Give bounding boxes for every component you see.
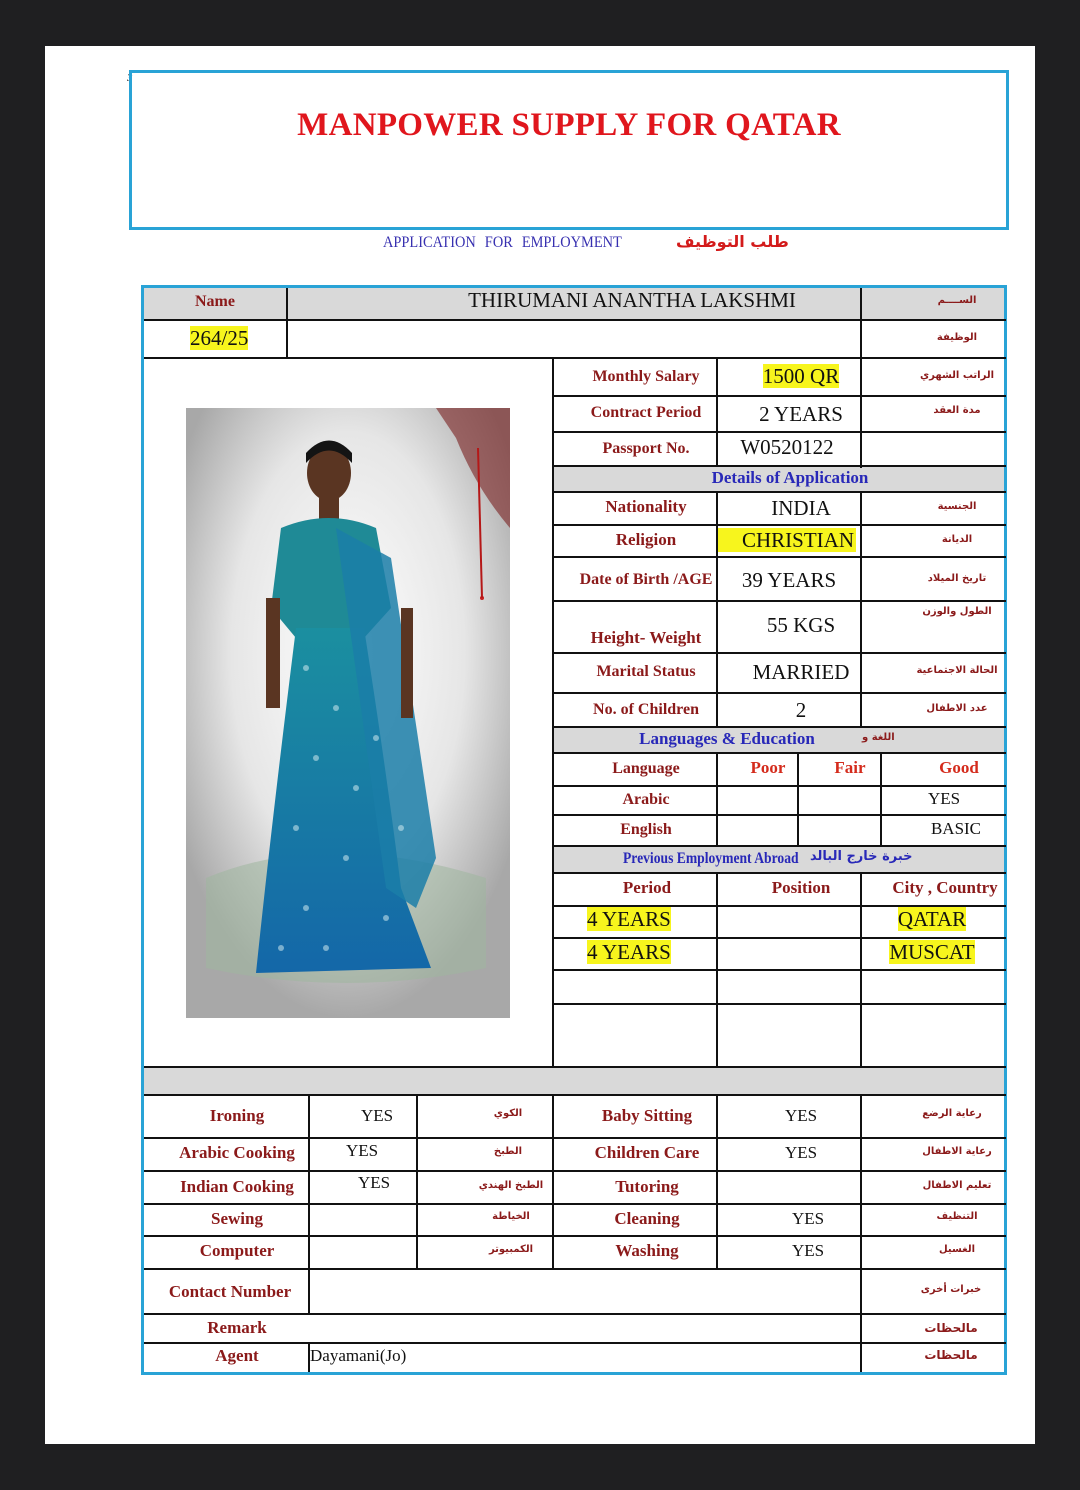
- cleaning-value: YES: [791, 1209, 825, 1228]
- children-care-label-ar: رعاية الاطفال: [922, 1146, 992, 1157]
- children-label: No. of Children: [593, 701, 699, 718]
- contract-period-label: Contract Period: [590, 404, 702, 421]
- height-weight-label: Height- Weight: [590, 628, 702, 647]
- languages-header: Languages & Education: [639, 729, 815, 748]
- employment-period-2: [587, 940, 671, 965]
- employment-header: [623, 850, 830, 868]
- arabic-good-value: YES: [927, 789, 961, 808]
- children-value: 2: [795, 698, 807, 722]
- marital-status-value: MARRIED: [752, 660, 850, 684]
- indian-cooking-label-ar: الطبخ الهندي: [478, 1180, 544, 1191]
- height-weight-value: 55 KGS: [766, 613, 836, 637]
- name-label: Name: [195, 293, 235, 310]
- title-box: [129, 70, 1009, 230]
- dob-age-value: 39 YEARS: [741, 568, 837, 592]
- monthly-salary-label: Monthly Salary: [592, 368, 700, 385]
- agent-label: Agent: [215, 1346, 259, 1365]
- baby-sitting-value: YES: [784, 1106, 818, 1125]
- contract-period-value: 2 YEARS: [759, 402, 843, 426]
- document-title: MANPOWER SUPPLY FOR QATAR: [297, 107, 841, 143]
- monthly-salary-value: [718, 364, 884, 389]
- english-language-label: English: [620, 821, 672, 838]
- employment-period-2-text: 4 YEARS: [587, 940, 671, 964]
- nationality-label-ar: الجنسية: [937, 501, 977, 512]
- contact-label-ar: خبرات أخرى: [920, 1284, 982, 1295]
- ironing-label-ar: الكوي: [493, 1108, 523, 1119]
- agent-label-ar: مالحظات: [924, 1348, 978, 1362]
- baby-sitting-label: Baby Sitting: [601, 1106, 693, 1125]
- baby-sitting-label-ar: رعاية الرضع: [922, 1108, 982, 1119]
- sewing-label: Sewing: [211, 1209, 263, 1228]
- marital-status-label-ar: الحالة الاجتماعية: [916, 665, 998, 676]
- position-column-header: Position: [771, 878, 831, 897]
- religion-label-ar: الديانة: [941, 534, 973, 545]
- washing-value: YES: [791, 1241, 825, 1260]
- cleaning-label: Cleaning: [614, 1209, 680, 1228]
- height-weight-label-ar: الطول والوزن: [922, 606, 992, 617]
- remark-label-ar: مالحظات: [924, 1321, 978, 1335]
- computer-label: Computer: [199, 1241, 275, 1260]
- fair-column-header: Fair: [834, 758, 866, 777]
- candidate-photo-illustration: [186, 408, 510, 1018]
- period-column-header: Period: [622, 878, 672, 897]
- religion-label: Religion: [615, 530, 677, 549]
- employment-header-ar: خبرة خارج البالد: [810, 849, 913, 864]
- tutoring-label: Tutoring: [615, 1177, 679, 1196]
- religion-value-text: CHRISTIAN: [718, 528, 856, 552]
- children-care-value: YES: [784, 1143, 818, 1162]
- contract-period-label-ar: مدة العقد: [933, 405, 981, 416]
- ironing-label: Ironing: [209, 1106, 265, 1125]
- document-subtitle-ar: طلب التوظيف: [676, 232, 789, 251]
- remark-label: Remark: [207, 1318, 267, 1337]
- monthly-salary-label-ar: الراتب الشهري: [920, 370, 994, 381]
- arabic-cooking-label-ar: الطبخ: [493, 1146, 523, 1157]
- marital-status-label: Marital Status: [596, 663, 696, 680]
- city-country-column-header: City , Country: [892, 878, 998, 897]
- details-header: Details of Application: [711, 468, 869, 487]
- employment-header-text: Previous Employment Abroad: [623, 850, 799, 867]
- contact-number-label: Contact Number: [168, 1282, 292, 1301]
- employment-city-2-text: MUSCAT: [889, 940, 975, 964]
- good-column-header: Good: [939, 758, 979, 777]
- document-subtitle: APPLICATION FOR EMPLOYMENT: [383, 234, 622, 251]
- arabic-cooking-value: YES: [345, 1141, 379, 1160]
- religion-value: [718, 528, 860, 553]
- passport-label: Passport No.: [602, 440, 690, 457]
- nationality-label: Nationality: [605, 497, 687, 516]
- computer-label-ar: الكمبيوتر: [488, 1244, 534, 1255]
- passport-value: W0520122: [740, 435, 834, 459]
- arabic-language-label: Arabic: [622, 791, 670, 808]
- sewing-label-ar: الخياطة: [492, 1211, 530, 1222]
- languages-header-ar: اللغة و: [862, 732, 895, 743]
- arabic-cooking-label: Arabic Cooking: [179, 1143, 295, 1162]
- washing-label: Washing: [615, 1241, 679, 1260]
- indian-cooking-value: YES: [357, 1173, 391, 1192]
- reference-number: [190, 326, 248, 351]
- children-care-label: Children Care: [594, 1143, 700, 1162]
- english-good-value: BASIC: [930, 819, 982, 838]
- indian-cooking-label: Indian Cooking: [180, 1177, 294, 1196]
- employment-period-1: [587, 907, 671, 932]
- language-column-header: Language: [612, 760, 680, 777]
- candidate-photo: [186, 408, 510, 1018]
- dob-age-label: Date of Birth /AGE: [579, 571, 713, 588]
- reference-number-text: 264/25: [190, 326, 249, 350]
- monthly-salary-value-text: 1500 QR: [762, 364, 840, 388]
- page-marker: 3: [127, 72, 133, 84]
- employment-city-1: [862, 907, 1002, 932]
- employment-city-1-text: QATAR: [897, 907, 967, 931]
- cleaning-label-ar: التنظيف: [936, 1211, 978, 1222]
- poor-column-header: Poor: [750, 758, 786, 777]
- employment-city-2: [862, 940, 1002, 965]
- name-label-ar: الســــم: [937, 295, 977, 306]
- nationality-value: INDIA: [771, 496, 831, 520]
- candidate-name: THIRUMANI ANANTHA LAKSHMI: [468, 288, 796, 312]
- employment-period-1-text: 4 YEARS: [587, 907, 671, 931]
- agent-value: Dayamani(Jo): [310, 1346, 407, 1365]
- tutoring-label-ar: تعليم الاطفال: [922, 1180, 992, 1191]
- washing-label-ar: الغسيل: [938, 1244, 975, 1255]
- children-label-ar: عدد الاطفال: [926, 703, 988, 714]
- dob-label-ar: تاريخ الميلاد: [927, 573, 987, 584]
- position-label-ar: الوظيفة: [936, 332, 978, 343]
- ironing-value: YES: [360, 1106, 394, 1125]
